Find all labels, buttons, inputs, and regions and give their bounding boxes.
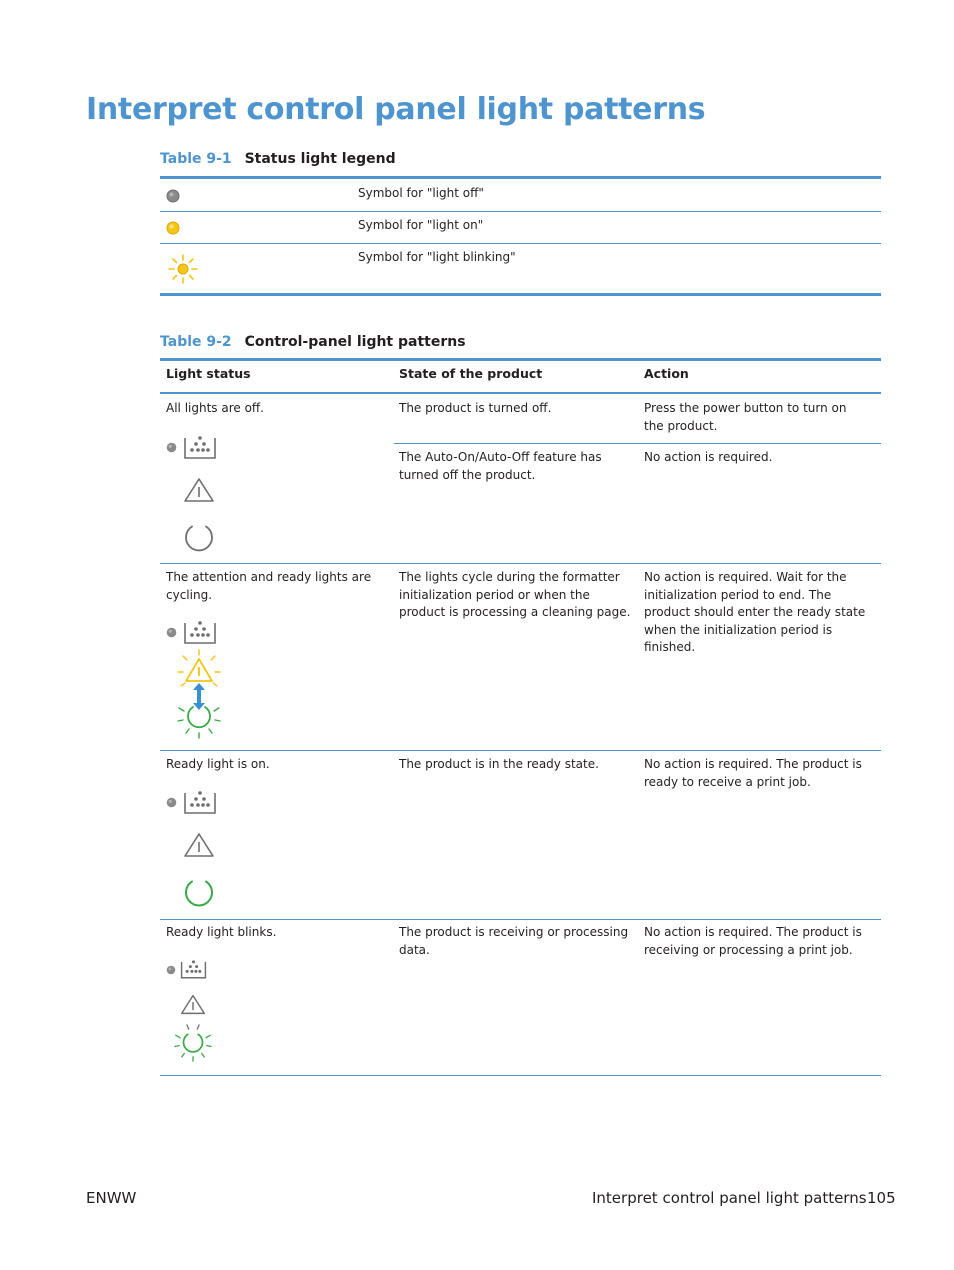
ready-icon [183, 521, 215, 553]
page-number: 105 [867, 1189, 896, 1207]
row-divider [160, 563, 881, 564]
legend-text-off: Symbol for "light off" [358, 186, 484, 200]
column-header-action: Action [644, 366, 689, 381]
attention-icon [180, 994, 206, 1015]
legend-text-on: Symbol for "light on" [358, 218, 484, 232]
legend-text-blinking: Symbol for "light blinking" [358, 250, 516, 264]
toner-icon [183, 619, 217, 645]
toner-light-off-icon [166, 442, 177, 453]
table1-title: Status light legend [244, 151, 396, 167]
row2-light-status: The attention and ready lights are cycling. [166, 570, 372, 602]
light-on-icon [166, 221, 180, 235]
light-blinking-icon [168, 254, 198, 284]
row1-sub-divider [394, 443, 881, 444]
attention-icon [183, 832, 215, 858]
column-header-light-status: Light status [166, 366, 251, 381]
table1-caption [160, 151, 396, 167]
table2-number: Table 9-2 [160, 334, 232, 350]
row3-state: The product is in the ready state. [399, 757, 599, 771]
table1-divider [160, 211, 881, 212]
toner-light-off-icon [166, 797, 177, 808]
attention-icon [183, 477, 215, 503]
table2-header-rule [160, 392, 881, 394]
toner-icon [183, 434, 217, 460]
row2-state: The lights cycle during the formatter initialization period or when the product is processing a cleaning page. [399, 570, 631, 619]
row1-action-2: No action is required. [644, 450, 773, 464]
row4-state: The product is receiving or processing data. [399, 925, 629, 957]
row1-light-status: All lights are off. [166, 401, 264, 415]
ready-blinking-icon [174, 1024, 212, 1062]
ready-blinking-icon [177, 695, 221, 739]
page-title: Interpret control panel light patterns [86, 92, 706, 127]
row-divider [160, 919, 881, 920]
row1-state-1: The product is turned off. [399, 401, 552, 415]
toner-light-off-icon [166, 965, 176, 975]
table1-bottom-rule [160, 293, 881, 296]
toner-icon [183, 789, 217, 815]
table1-number: Table 9-1 [160, 151, 232, 167]
row2-action: No action is required. Wait for the initialization period to end. The product should enter the ready state when the initialization period is finished. [644, 570, 866, 654]
row3-action: No action is required. The product is ready to receive a print job. [644, 757, 862, 789]
table2-top-rule [160, 358, 881, 361]
footer-left: ENWW [86, 1189, 137, 1207]
row4-light-status: Ready light blinks. [166, 925, 277, 939]
table1-divider [160, 243, 881, 244]
light-off-icon [166, 189, 180, 203]
row4-action: No action is required. The product is receiving or processing a print job. [644, 925, 862, 957]
ready-on-icon [183, 876, 215, 908]
table2-title: Control-panel light patterns [244, 334, 466, 350]
row3-light-status: Ready light is on. [166, 757, 270, 771]
toner-light-off-icon [166, 627, 177, 638]
table1-top-rule [160, 176, 881, 179]
row1-state-2: The Auto-On/Auto-Off feature has turned off the product. [399, 450, 602, 482]
table2-caption [160, 334, 466, 350]
toner-icon [180, 958, 207, 980]
row-divider [160, 750, 881, 751]
table2-bottom-rule [160, 1075, 881, 1076]
row1-action-1: Press the power button to turn on the product. [644, 401, 847, 433]
column-header-state: State of the product [399, 366, 543, 381]
footer-section-title: Interpret control panel light patterns [592, 1189, 867, 1207]
